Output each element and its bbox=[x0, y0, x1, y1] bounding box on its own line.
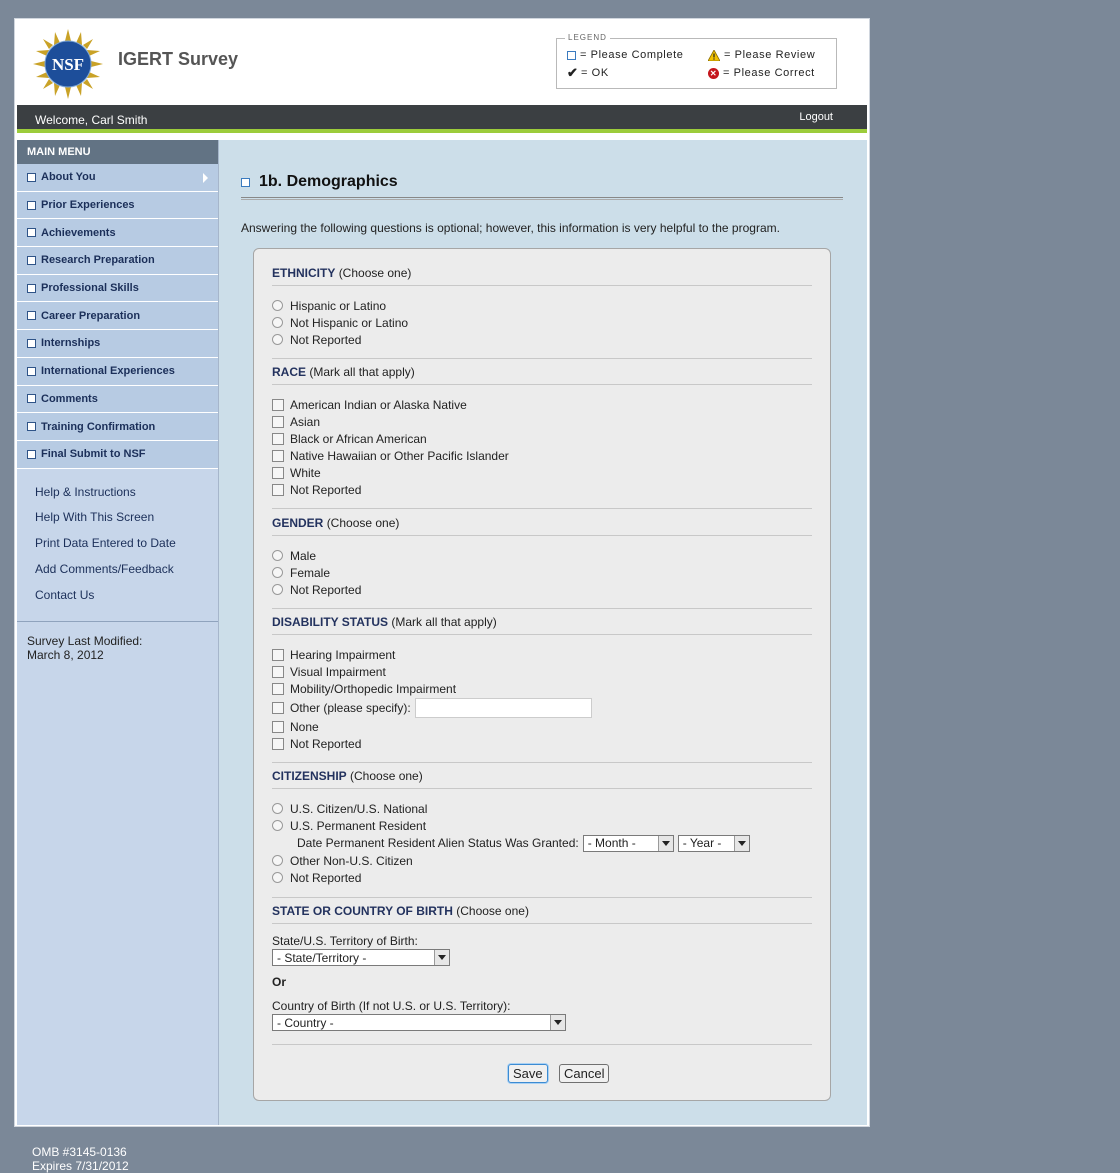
option-label: Not Reported bbox=[290, 332, 362, 347]
expiry-date: Expires 7/31/2012 bbox=[32, 1159, 129, 1173]
question-header bbox=[272, 904, 812, 924]
question-hint: (Mark all that apply) bbox=[309, 365, 415, 379]
checkbox[interactable] bbox=[272, 649, 284, 661]
title-divider bbox=[241, 197, 843, 200]
legend-label: = OK bbox=[581, 67, 609, 79]
option-label: Mobility/Orthopedic Impairment bbox=[290, 681, 457, 696]
option-label: Not Reported bbox=[290, 582, 362, 597]
race-option[interactable] bbox=[272, 413, 812, 430]
sidebar-item-label: Final Submit to NSF bbox=[41, 448, 146, 461]
checkbox[interactable] bbox=[272, 702, 284, 714]
sidebar-item-label: Professional Skills bbox=[41, 282, 139, 295]
section-divider bbox=[272, 1044, 812, 1045]
modified-label: Survey Last Modified: bbox=[27, 633, 143, 648]
option-label: Hearing Impairment bbox=[290, 647, 396, 662]
gender-question bbox=[272, 516, 812, 598]
option-label: Black or African American bbox=[290, 431, 427, 446]
option-label: Not Hispanic or Latino bbox=[290, 315, 409, 330]
radio-button[interactable] bbox=[272, 300, 283, 311]
arrow-right-icon bbox=[203, 173, 208, 183]
state-label: State/U.S. Territory of Birth: bbox=[272, 934, 418, 948]
option-label: Asian bbox=[290, 414, 321, 429]
option-label: U.S. Permanent Resident bbox=[290, 818, 427, 833]
citizenship-option[interactable] bbox=[272, 869, 812, 886]
citizenship-option[interactable] bbox=[272, 817, 812, 834]
citizenship-question bbox=[272, 769, 812, 886]
sidebar-item-final-submit[interactable] bbox=[17, 441, 218, 469]
legend bbox=[556, 33, 837, 89]
sidebar-item-research-preparation[interactable] bbox=[17, 247, 218, 275]
section-divider bbox=[272, 358, 812, 359]
grant-date-row bbox=[272, 834, 812, 852]
nsf-logo bbox=[33, 29, 103, 99]
status-box-icon bbox=[27, 256, 36, 265]
option-label: Visual Impairment bbox=[290, 664, 386, 679]
sidebar-item-prior-experiences[interactable] bbox=[17, 192, 218, 220]
status-box-icon bbox=[241, 178, 250, 187]
radio-button[interactable] bbox=[272, 317, 283, 328]
logout-link[interactable]: Logout bbox=[799, 111, 833, 123]
other-specify-input[interactable] bbox=[415, 698, 592, 718]
contact-us-link[interactable]: Contact Us bbox=[35, 587, 95, 602]
citizenship-option[interactable] bbox=[272, 800, 812, 817]
welcome-text: Welcome, Carl Smith bbox=[35, 113, 148, 127]
sidebar-item-label: Achievements bbox=[41, 226, 116, 239]
omb-number: OMB #3145-0136 bbox=[32, 1145, 127, 1159]
ethnicity-option[interactable] bbox=[272, 297, 812, 314]
radio-button[interactable] bbox=[272, 855, 283, 866]
select-value: - State/Territory - bbox=[277, 950, 367, 965]
option-label: Native Hawaiian or Other Pacific Islander bbox=[290, 448, 509, 463]
legend-please-correct bbox=[708, 67, 815, 79]
gender-option[interactable] bbox=[272, 547, 812, 564]
add-comments-link[interactable]: Add Comments/Feedback bbox=[35, 561, 174, 576]
question-hint: (Choose one) bbox=[350, 769, 423, 783]
question-title: RACE bbox=[272, 365, 307, 379]
radio-button[interactable] bbox=[272, 550, 283, 561]
disability-option[interactable] bbox=[272, 718, 812, 735]
country-label: Country of Birth (If not U.S. or U.S. Territory): bbox=[272, 999, 511, 1013]
checkmark-icon: ✔ bbox=[567, 65, 579, 80]
sidebar-item-label: Prior Experiences bbox=[41, 199, 135, 212]
disability-option[interactable] bbox=[272, 680, 812, 697]
status-box-icon bbox=[27, 228, 36, 237]
disability-question bbox=[272, 615, 812, 752]
citizenship-option[interactable] bbox=[272, 852, 812, 869]
status-box-icon bbox=[27, 201, 36, 210]
checkbox[interactable] bbox=[272, 399, 284, 411]
page-title: 1b. Demographics bbox=[259, 173, 398, 190]
question-hint: (Mark all that apply) bbox=[391, 615, 497, 629]
section-divider bbox=[272, 608, 812, 609]
disability-option[interactable] bbox=[272, 663, 812, 680]
intro-text: Answering the following questions is optional; however, this information is very helpful to the program. bbox=[241, 221, 780, 235]
option-label: Hispanic or Latino bbox=[290, 298, 387, 313]
ethnicity-option[interactable] bbox=[272, 331, 812, 348]
question-hint: (Choose one) bbox=[338, 266, 412, 280]
sidebar-item-comments[interactable] bbox=[17, 386, 218, 414]
sidebar-item-label: Internships bbox=[41, 337, 101, 350]
help-instructions-link[interactable]: Help & Instructions bbox=[35, 484, 136, 499]
please-complete-icon bbox=[567, 51, 576, 60]
gender-option[interactable] bbox=[272, 564, 812, 581]
warning-icon bbox=[708, 50, 720, 61]
or-text: Or bbox=[272, 975, 287, 989]
status-box-icon bbox=[27, 422, 36, 431]
section-divider bbox=[272, 508, 812, 509]
chevron-down-icon[interactable] bbox=[550, 1015, 565, 1030]
legend-title: LEGEND bbox=[565, 33, 610, 42]
checkbox[interactable] bbox=[272, 738, 284, 750]
sidebar-item-internships[interactable] bbox=[17, 330, 218, 358]
ethnicity-option[interactable] bbox=[272, 314, 812, 331]
chevron-down-icon[interactable] bbox=[658, 836, 673, 851]
race-option[interactable] bbox=[272, 464, 812, 481]
sidebar-item-about-you[interactable] bbox=[17, 164, 218, 192]
legend-label: = Please Correct bbox=[723, 67, 815, 79]
question-header bbox=[272, 769, 812, 789]
option-label: Not Reported bbox=[290, 736, 362, 751]
cancel-button[interactable]: Cancel bbox=[559, 1064, 609, 1083]
radio-button[interactable] bbox=[272, 872, 283, 883]
option-label: Other Non-U.S. Citizen bbox=[290, 853, 413, 868]
modified-date: March 8, 2012 bbox=[27, 647, 104, 662]
checkbox[interactable] bbox=[272, 666, 284, 678]
select-value: - Year - bbox=[682, 836, 722, 850]
checkbox[interactable] bbox=[272, 484, 284, 496]
error-icon: ✕ bbox=[709, 68, 718, 78]
state-select[interactable] bbox=[272, 949, 450, 966]
legend-please-review bbox=[708, 49, 815, 61]
chevron-down-icon[interactable] bbox=[734, 836, 749, 851]
question-header bbox=[272, 266, 812, 286]
question-header bbox=[272, 615, 812, 635]
sidebar-item-label: International Experiences bbox=[41, 365, 175, 378]
checkbox[interactable] bbox=[272, 467, 284, 479]
radio-button[interactable] bbox=[272, 803, 283, 814]
section-divider bbox=[272, 762, 812, 763]
print-data-link[interactable]: Print Data Entered to Date bbox=[35, 536, 176, 551]
birth-question bbox=[272, 904, 812, 1031]
question-title: CITIZENSHIP bbox=[272, 769, 347, 783]
checkbox[interactable] bbox=[272, 721, 284, 733]
race-option[interactable] bbox=[272, 447, 812, 464]
legend-please-complete bbox=[567, 49, 683, 61]
option-label: Female bbox=[290, 565, 331, 580]
sidebar bbox=[17, 140, 219, 1125]
option-label: American Indian or Alaska Native bbox=[290, 397, 467, 412]
sidebar-item-label: About You bbox=[41, 171, 96, 184]
status-box-icon bbox=[27, 367, 36, 376]
status-box-icon bbox=[27, 339, 36, 348]
race-option[interactable] bbox=[272, 481, 812, 498]
disability-option[interactable] bbox=[272, 646, 812, 663]
legend-label: = Please Complete bbox=[580, 49, 684, 61]
welcome-bar bbox=[17, 105, 867, 133]
radio-button[interactable] bbox=[272, 334, 283, 345]
race-question bbox=[272, 365, 812, 498]
question-title: GENDER bbox=[272, 516, 324, 530]
main-content bbox=[219, 140, 867, 1125]
survey-modified bbox=[17, 622, 218, 662]
radio-button[interactable] bbox=[272, 820, 283, 831]
option-label: White bbox=[290, 465, 321, 480]
grant-date-label: Date Permanent Resident Alien Status Was Granted: bbox=[297, 836, 579, 850]
status-box-icon bbox=[27, 450, 36, 459]
sidebar-item-label: Career Preparation bbox=[41, 309, 141, 322]
disability-option-other[interactable] bbox=[272, 697, 812, 718]
option-label: Not Reported bbox=[290, 870, 362, 885]
footer bbox=[32, 1145, 129, 1173]
legend-ok bbox=[567, 67, 609, 79]
option-label: Male bbox=[290, 548, 317, 563]
status-box-icon bbox=[27, 173, 36, 182]
app-title: IGERT Survey bbox=[118, 49, 239, 69]
sidebar-item-label: Comments bbox=[41, 392, 98, 405]
sidebar-item-career-preparation[interactable] bbox=[17, 302, 218, 330]
help-links bbox=[17, 469, 218, 614]
sidebar-item-achievements[interactable] bbox=[17, 219, 218, 247]
select-value: - Country - bbox=[277, 1015, 334, 1030]
sidebar-item-international-experiences[interactable] bbox=[17, 358, 218, 386]
month-select[interactable] bbox=[583, 835, 674, 852]
save-button[interactable]: Save bbox=[508, 1064, 548, 1083]
question-title: STATE OR COUNTRY OF BIRTH bbox=[272, 904, 453, 918]
help-this-screen-link[interactable]: Help With This Screen bbox=[35, 510, 155, 525]
page-frame bbox=[14, 18, 870, 1127]
section-divider bbox=[272, 897, 812, 898]
year-select[interactable] bbox=[678, 835, 750, 852]
question-header bbox=[272, 365, 812, 385]
demographics-form bbox=[253, 248, 831, 1101]
legend-label: = Please Review bbox=[724, 49, 816, 61]
question-title: DISABILITY STATUS bbox=[272, 615, 389, 629]
race-option[interactable] bbox=[272, 430, 812, 447]
question-header bbox=[272, 516, 812, 536]
radio-button[interactable] bbox=[272, 567, 283, 578]
option-label: Not Reported bbox=[290, 482, 362, 497]
question-hint: (Choose one) bbox=[456, 904, 529, 918]
select-value: - Month - bbox=[587, 836, 636, 850]
header bbox=[17, 21, 867, 105]
checkbox[interactable] bbox=[272, 433, 284, 445]
chevron-down-icon[interactable] bbox=[434, 950, 449, 965]
question-title: ETHNICITY bbox=[272, 266, 336, 280]
checkbox[interactable] bbox=[272, 416, 284, 428]
main-menu-title: MAIN MENU bbox=[17, 140, 218, 164]
status-box-icon bbox=[27, 394, 36, 403]
section-title bbox=[241, 173, 398, 191]
status-box-icon bbox=[27, 311, 36, 320]
sidebar-item-professional-skills[interactable] bbox=[17, 275, 218, 303]
race-option[interactable] bbox=[272, 396, 812, 413]
logo-text: NSF bbox=[51, 55, 85, 74]
ethnicity-question bbox=[272, 266, 812, 348]
option-label: Other (please specify): bbox=[290, 700, 411, 715]
sidebar-item-training-confirmation[interactable] bbox=[17, 413, 218, 441]
checkbox[interactable] bbox=[272, 450, 284, 462]
option-label: U.S. Citizen/U.S. National bbox=[290, 801, 428, 816]
sidebar-item-label: Training Confirmation bbox=[41, 420, 156, 433]
checkbox[interactable] bbox=[272, 683, 284, 695]
radio-button[interactable] bbox=[272, 584, 283, 595]
status-box-icon bbox=[27, 284, 36, 293]
option-label: None bbox=[290, 719, 319, 734]
gender-option[interactable] bbox=[272, 581, 812, 598]
sidebar-item-label: Research Preparation bbox=[41, 254, 155, 267]
disability-option[interactable] bbox=[272, 735, 812, 752]
question-hint: (Choose one) bbox=[326, 516, 400, 530]
country-select[interactable] bbox=[272, 1014, 566, 1031]
